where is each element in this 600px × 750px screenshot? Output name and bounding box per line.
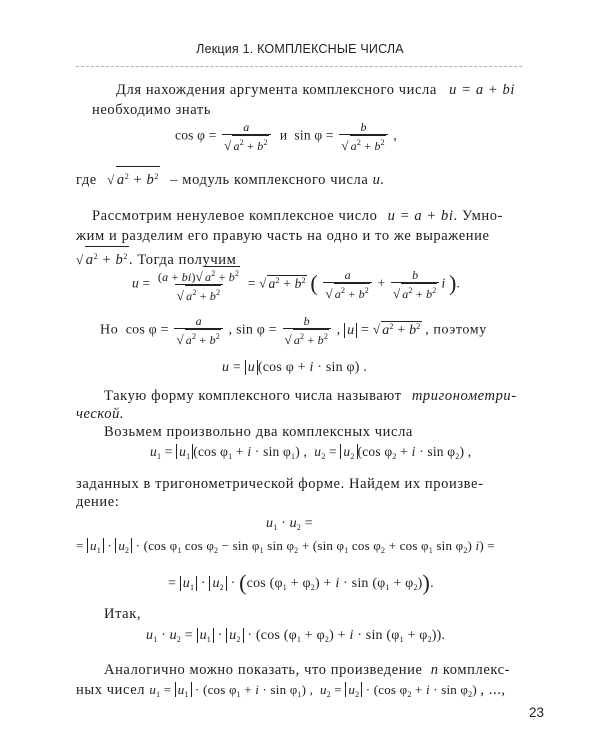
paragraph-6-line-2: ных чисел $u_1 = u_1 \cdot (\cos$ $\varphi_1 + i \cdot \sin \varphi_1$) , $u_2 = u_2 \cdot (\cos$ $\varphi_2 + i \cdot \sin \varphi_2$) , ...,	[76, 682, 506, 699]
paragraph-modulus: где √ $a^2 + b^2$ – модуль комплексного числа u.	[76, 166, 456, 190]
formula-trig-form: u = u (cos φ + i · sin φ) .	[222, 360, 368, 375]
formula-cos-sin: cos φ = $\frac{a}{√ a^2 + b^2}$ и sin φ = $\frac{b}{√ a^2 + b^2}$ ,	[175, 120, 397, 153]
formula-u-expansion: u = $\frac{(a + bi)√ a^2 + b^2}{√ a^2 + b^2}$ = √ $a^2 + b^2$ ( $\frac{a}{√ a^2 + b^2}$ + $\frac{b}{√ a^2 + b^2}$ i ).	[132, 268, 461, 303]
formula-product-expansion: = $u_1 \cdot u_2 \cdot (\cos$ $\varphi_1$ $\cos \varphi_2 - \sin \varphi_1$ $\sin \varphi_2 + (\sin$ $\varphi_1$ $\cos \varphi_2 + \cos \varphi_1$ $\sin \varphi_2$) i) =	[76, 538, 495, 555]
paragraph-1-line-1: Для нахождения аргумента комплексного числа u = a + bi	[116, 82, 516, 98]
formula-product-result: = $u_1 \cdot u_2 \cdot (\cos$ $(\varphi_1 + \varphi_2) + i \cdot \sin (\varphi_1 + \varphi_2)$).	[168, 570, 434, 595]
paragraph-5-line-1: заданных в тригонометрической форме. Найдем их произве-	[76, 476, 484, 492]
formula-product-summary: $u_1 \cdot u_2 = u_1 \cdot u_2 \cdot (\cos$ $(\varphi_1 + \varphi_2) + i \cdot \sin (\varphi_1 + \varphi_2)$).	[146, 628, 446, 644]
formula-two-numbers: $u_1 = u_1$ (cos $\varphi_1 + i \cdot \sin \varphi_1$) , $u_2 = u_2$ (cos $\varphi_2 + i \cdot \sin \varphi_2$) ,	[150, 444, 472, 461]
running-header: Лекция 1. КОМПЛЕКСНЫЕ ЧИСЛА	[196, 42, 404, 56]
paragraph-6-line-1: Аналогично можно показать, что произведение n комплекс-	[104, 662, 511, 678]
paragraph-2-line-2: жим и разделим его правую часть на одно и то же выражение	[76, 228, 490, 244]
paragraph-4: Возьмем произвольно два комплексных числа	[104, 424, 413, 440]
formula-product-lhs: $u_1 \cdot u_2$ =	[266, 516, 313, 532]
paragraph-3-line-1: Такую форму комплексного числа называют тригонометри-	[104, 388, 517, 404]
formula-but-cos: Но cos φ = $\frac{a}{√ a^2 + b^2}$ , sin φ = $\frac{b}{√ a^2 + b^2}$ , u = √ $a^2 + b^2$ , поэтому	[100, 314, 487, 347]
paragraph-1-line-2: необходимо знать	[92, 102, 212, 118]
paragraph-2-line-3: √ $a^2 + b^2$. Тогда получим	[76, 246, 236, 270]
paragraph-itak: Итак,	[104, 606, 142, 622]
paragraph-2-line-1: Рассмотрим ненулевое комплексное число u = a + bi. Умно-	[92, 208, 503, 224]
header-divider	[76, 66, 522, 67]
paragraph-5-line-2: дение:	[76, 494, 120, 510]
page-number: 23	[528, 705, 544, 720]
paragraph-3-line-2: ческой.	[76, 406, 125, 422]
